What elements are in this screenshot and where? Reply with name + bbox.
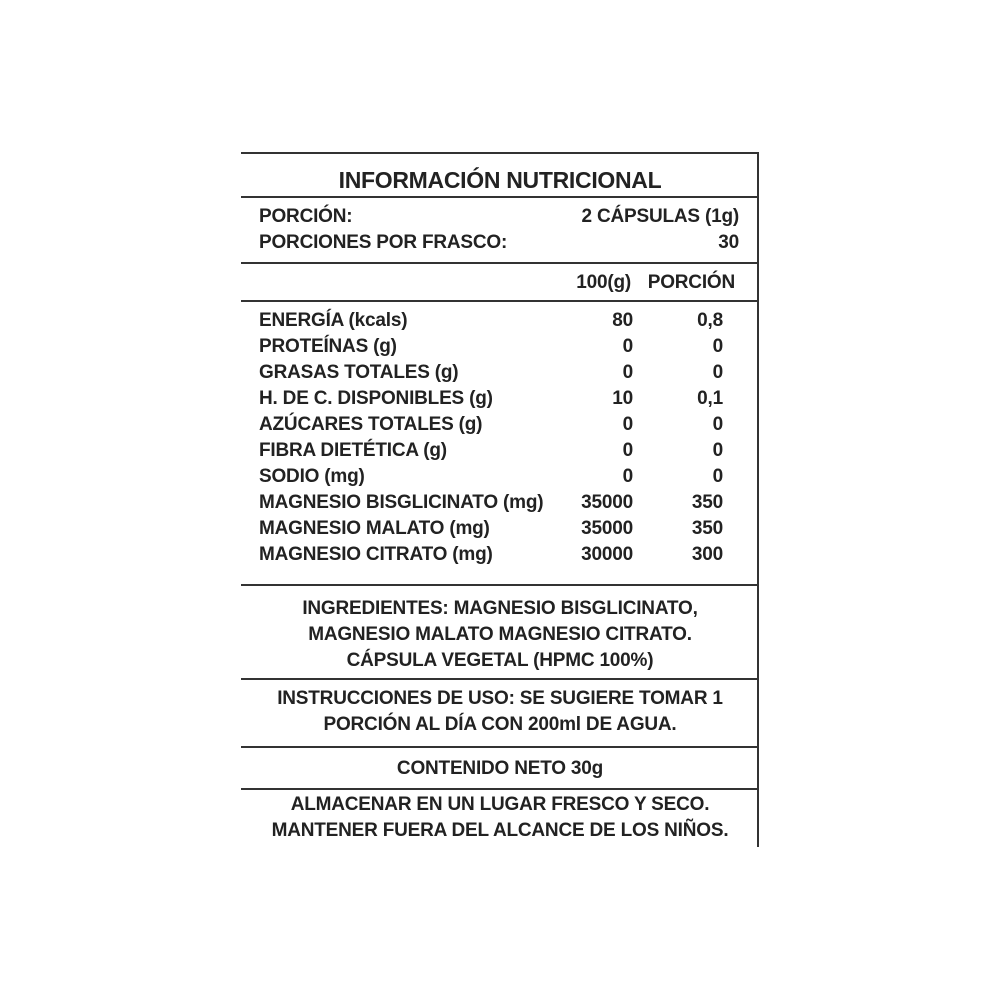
ingredients-line: CÁPSULA VEGETAL (HPMC 100%) — [346, 650, 654, 671]
nutrient-per100: 0 — [622, 414, 633, 435]
nutrient-row — [241, 438, 759, 464]
storage-line: ALMACENAR EN UN LUGAR FRESCO Y SECO. — [290, 794, 710, 815]
nutrient-portion: 0 — [712, 440, 723, 461]
nutrient-portion: 350 — [691, 492, 723, 513]
nutrient-portion: 300 — [691, 544, 723, 565]
nutrient-name: FIBRA DIETÉTICA (g) — [259, 440, 447, 461]
nutrient-per100: 35000 — [581, 492, 633, 513]
nutrient-name: ENERGÍA (kcals) — [259, 310, 408, 331]
nutrient-per100: 0 — [622, 336, 633, 357]
nutrient-name: PROTEÍNAS (g) — [259, 336, 397, 357]
nutrient-name: SODIO (mg) — [259, 466, 365, 487]
nutrient-portion: 0,8 — [697, 310, 723, 331]
nutrient-portion: 0 — [712, 466, 723, 487]
nutrient-row — [241, 334, 759, 360]
nutrient-per100: 30000 — [581, 544, 633, 565]
storage-line: MANTENER FUERA DEL ALCANCE DE LOS NIÑOS. — [271, 820, 729, 841]
nutrient-per100: 10 — [612, 388, 633, 409]
nutrient-row — [241, 386, 759, 412]
nutrition-label — [241, 152, 759, 847]
divider — [241, 584, 759, 586]
nutrient-row — [241, 490, 759, 516]
nutrient-portion: 0 — [712, 336, 723, 357]
ingredients-block — [241, 596, 759, 674]
divider — [241, 300, 759, 302]
nutrient-portion: 0 — [712, 414, 723, 435]
storage-block — [241, 792, 759, 844]
nutrient-name: H. DE C. DISPONIBLES (g) — [259, 388, 493, 409]
nutrient-row — [241, 308, 759, 334]
nutrient-name: MAGNESIO CITRATO (mg) — [259, 544, 493, 565]
instructions-line: PORCIÓN AL DÍA CON 200ml DE AGUA. — [323, 714, 677, 735]
nutrient-row — [241, 412, 759, 438]
divider — [241, 678, 759, 680]
nutrient-portion: 350 — [691, 518, 723, 539]
nutrient-row — [241, 542, 759, 568]
nutrient-name: GRASAS TOTALES (g) — [259, 362, 459, 383]
nutrient-per100: 80 — [612, 310, 633, 331]
ingredients-line: MAGNESIO MALATO MAGNESIO CITRATO. — [308, 624, 692, 645]
divider — [241, 746, 759, 748]
ingredients-line: INGREDIENTES: MAGNESIO BISGLICINATO, — [302, 598, 698, 619]
nutrient-portion: 0,1 — [697, 388, 723, 409]
nutrient-row — [241, 516, 759, 542]
servings-value: 30 — [718, 232, 739, 253]
divider — [241, 262, 759, 264]
divider — [241, 196, 759, 198]
servings-label: PORCIONES POR FRASCO: — [259, 232, 508, 253]
nutrient-per100: 0 — [622, 466, 633, 487]
nutrient-name: AZÚCARES TOTALES (g) — [259, 414, 483, 435]
portion-label: PORCIÓN: — [259, 206, 353, 227]
label-title: INFORMACIÓN NUTRICIONAL — [338, 167, 662, 193]
column-header-100g: 100(g) — [576, 272, 631, 293]
nutrient-per100: 35000 — [581, 518, 633, 539]
instructions-block — [241, 686, 759, 738]
divider — [241, 788, 759, 790]
nutrient-row — [241, 464, 759, 490]
nutrient-portion: 0 — [712, 362, 723, 383]
nutrient-name: MAGNESIO MALATO (mg) — [259, 518, 490, 539]
instructions-line: INSTRUCCIONES DE USO: SE SUGIERE TOMAR 1 — [277, 688, 723, 709]
net-content: CONTENIDO NETO 30g — [396, 758, 604, 779]
nutrient-name: MAGNESIO BISGLICINATO (mg) — [259, 492, 544, 513]
portion-value: 2 CÁPSULAS (1g) — [581, 206, 739, 227]
nutrient-per100: 0 — [622, 362, 633, 383]
nutrient-per100: 0 — [622, 440, 633, 461]
nutrient-row — [241, 360, 759, 386]
column-header-portion: PORCIÓN — [647, 272, 735, 293]
